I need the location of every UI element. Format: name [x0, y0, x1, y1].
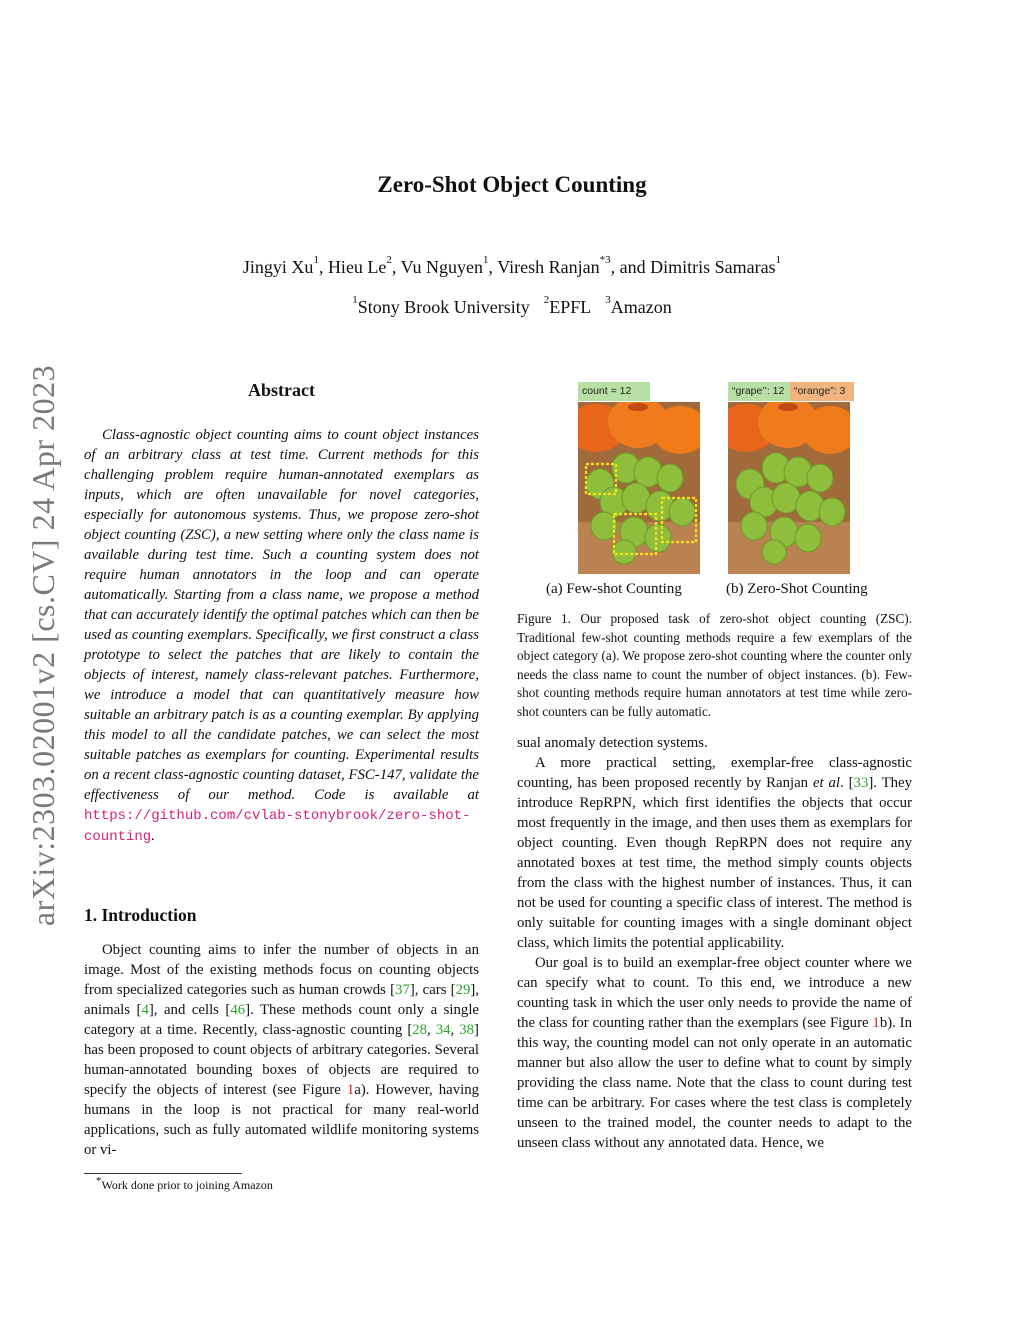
- author-affil-mark: 1: [483, 254, 489, 266]
- author-name: , Vu Nguyen: [391, 257, 484, 277]
- footnote-mark: *: [96, 1175, 102, 1187]
- citation-link[interactable]: 46: [230, 1002, 246, 1018]
- affiliation: Amazon: [610, 297, 672, 317]
- code-link[interactable]: https://github.com/cvlab-stonybrook/zero-shot-counting: [84, 808, 471, 845]
- author-affil-mark: 1: [775, 254, 782, 266]
- paragraph: sual anomaly detection systems.: [517, 735, 708, 751]
- citation-link[interactable]: 28: [412, 1022, 428, 1038]
- figure-caption: Figure 1. Our proposed task of zero-shot object counting (ZSC). Traditional few-shot counting methods require a few exemplars of the object category (a). We propose zero-shot counting where the counter only needs the class name to count the number of object instances. (b). Few-shot counting methods require human annotators at test time while zero-shot counters can be fully automatic.: [517, 611, 912, 719]
- citation-link[interactable]: 38: [459, 1022, 475, 1038]
- section-heading-introduction: 1. Introduction: [84, 905, 197, 925]
- footnote-rule: [84, 1173, 242, 1174]
- zero-shot-image: [728, 402, 850, 574]
- arxiv-sidebar: [14, 350, 74, 940]
- right-column-body: [517, 733, 912, 1153]
- subcaption-a: (a) Few-shot Counting: [546, 581, 682, 597]
- affiliations: [0, 294, 1024, 318]
- grape-count-tag: “grape’’: 12: [728, 382, 794, 401]
- author-name: Jingyi Xu: [242, 257, 314, 277]
- arxiv-id: arXiv:2303.02001v2 [cs.CV] 24 Apr 2023: [25, 364, 62, 926]
- figure-ref-link[interactable]: 1: [872, 1015, 880, 1031]
- citation-link[interactable]: 33: [853, 775, 869, 791]
- author-affil-mark: *3: [599, 254, 611, 266]
- author-list: [0, 254, 1024, 278]
- abstract-text: Class-agnostic object counting aims to count object instances of an arbitrary class at test time. Current methods for this challenging problem require human-annotated exemplars as inputs, which are often unavailable for novel categories, especially for autonomous systems. Thus, we propose zero-shot object counting (ZSC), a new setting where only the class name is available during test time. Such a counting system does not require human annotators in the loop and can operate automatically. Starting from a class name, we propose a method that can accurately identify the optimal patches which can then be used as counting exemplars. Specifically, we first construct a class prototype to select the patches that are likely to contain the objects of interest, namely class-relevant patches. Furthermore, we introduce a model that can quantitatively measure how suitable an arbitrary patch is as a counting exemplar. By applying this model to all the candidate patches, we can select the most suitable patches as exemplars for counting. Experimental results on a recent class-agnostic counting dataset, FSC-147, validate the effectiveness of our method. Code is available at: [84, 427, 479, 803]
- paragraph: A more practical setting, exemplar-free class-agnostic counting, has been proposed recently by Ranjan et al. [33]. They introduce RepRPN, which first identifies the objects that occur most frequently in the image, and then uses them as exemplars for object counting. Even though RepRPN does not require any annotated boxes at test time, the method simply counts objects from the class with the highest number of instances. Thus, it can not be used for counting a specific class of interest. The method is only suitable for counting images with a single dominant object class, which limits the potential applicability.: [517, 755, 912, 951]
- author-affil-mark: 2: [386, 254, 392, 266]
- few-shot-image: [578, 402, 700, 574]
- author-name: , Hieu Le: [318, 257, 387, 277]
- abstract-body: [84, 425, 479, 847]
- author-name: , and Dimitris Samaras: [610, 257, 776, 277]
- affil-mark: 2: [543, 294, 550, 306]
- citation-link[interactable]: 4: [141, 1002, 149, 1018]
- citation-link[interactable]: 29: [455, 982, 471, 998]
- affiliation: EPFL: [549, 297, 592, 317]
- author-name: , Viresh Ranjan: [488, 257, 600, 277]
- figure-ref-link[interactable]: 1: [346, 1082, 355, 1098]
- footnote-text: Work done prior to joining Amazon: [101, 1178, 273, 1192]
- citation-link[interactable]: 37: [395, 982, 410, 998]
- abstract-end: .: [151, 828, 155, 844]
- subcaption-b: (b) Zero-Shot Counting: [726, 581, 868, 597]
- author-affil-mark: 1: [313, 254, 319, 266]
- abstract-heading: Abstract: [248, 380, 315, 400]
- paragraph: Object counting aims to infer the number of objects in an image. Most of the existing methods focus on counting objects from specialized categories such as human crowds [37], cars [29], animals [4], and cells [46]. These methods count only a single category at a time. Recently, class-agnostic counting [28, 34, 38] has been proposed to count objects of arbitrary categories. Several human-annotated bounding boxes of objects are required to specify the objects of interest (see Figure 1a). However, having humans in the loop is not practical for many real-world applications, such as fully automated wildlife monitoring systems or vi-: [84, 942, 480, 1158]
- orange-count-tag: “orange”: 3: [790, 382, 854, 401]
- footnote: [96, 1175, 273, 1193]
- paper-title: Zero-Shot Object Counting: [377, 172, 647, 197]
- introduction-body: [84, 940, 479, 1160]
- affil-mark: 3: [605, 294, 611, 306]
- count-label-tag: count = 12: [578, 382, 650, 401]
- fruit-photo-few-shot: [578, 402, 700, 574]
- paragraph: Our goal is to build an exemplar-free object counter where we can specify what to count. To this end, we introduce a new counting task in which the user only needs to provide the name of the class for counting rather than the exemplars (see Figure 1b). In this way, the counting model can not only operate in an automatic manner but also allow the user to define what to count by simply providing the class name. Note that the class to count during test time can be arbitrary. For cases where the test class is completely unseen to the trained model, the counter needs to adapt to the unseen class without any annotated data. Hence, we: [517, 955, 912, 1151]
- citation-link[interactable]: 34: [435, 1022, 451, 1038]
- affiliation: Stony Brook University: [357, 297, 530, 317]
- affil-mark: 1: [352, 294, 358, 306]
- fruit-photo-zero-shot: [728, 402, 850, 574]
